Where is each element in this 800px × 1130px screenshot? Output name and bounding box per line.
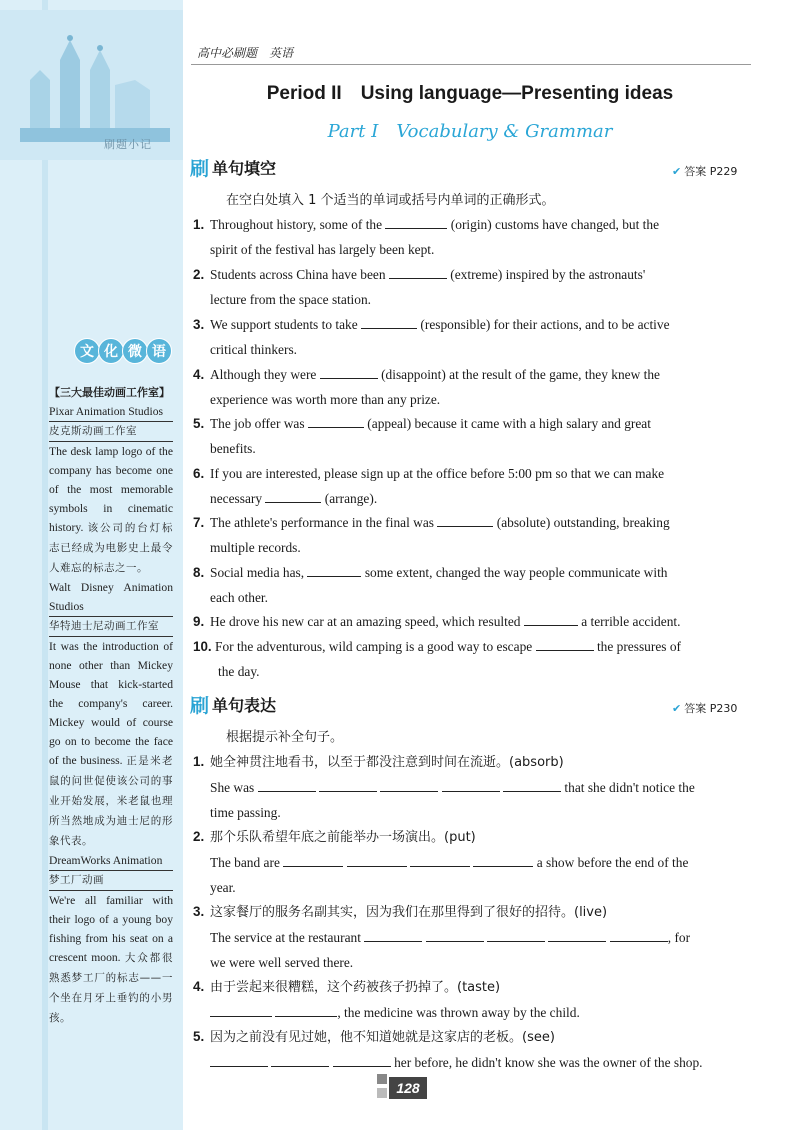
culture-badge-group <box>76 338 172 364</box>
question-item <box>193 609 741 634</box>
question-item <box>193 411 741 461</box>
pixar-name-zh: 皮克斯动画工作室 <box>49 422 173 442</box>
answer-blank[interactable] <box>265 490 321 503</box>
section1-answer-ref[interactable] <box>672 163 737 179</box>
section1-title: 单句填空 <box>212 159 277 178</box>
answer-blank[interactable] <box>524 613 578 626</box>
question-text: (arrange). <box>324 491 378 506</box>
question-text: He drove his new car at an amazing speed, which resulted <box>210 614 521 629</box>
question-item <box>193 312 741 362</box>
page-number: 128 <box>389 1077 427 1099</box>
dreamworks-text-zh: 大众都很熟悉梦工厂的标志——一个坐在月牙上垂钓的小男孩。 <box>49 952 173 1024</box>
disney-name-zh: 华特迪士尼动画工作室 <box>49 617 173 637</box>
page-title: Period II Using language—Presenting ideas <box>266 83 674 104</box>
question-number: 2. <box>193 829 205 844</box>
check-icon: ✔ <box>672 701 682 715</box>
question-number: 9. <box>193 614 205 629</box>
pixar-name-en: Pixar Animation Studios <box>49 402 173 422</box>
check-icon: ✔ <box>672 164 682 178</box>
question-text: The job offer was <box>210 416 305 431</box>
dreamworks-text-en: We're all familiar with their logo of a young boy fishing from his seat on a crescent moon. <box>49 894 173 964</box>
question-text: We support students to take <box>210 317 358 332</box>
answer-blank[interactable] <box>536 638 594 651</box>
question-number: 7. <box>193 515 205 530</box>
question-prompt: 因为之前没有见过她，他不知道她就是这家店的老板。(see) <box>210 1030 555 1045</box>
brush-icon: 刷 <box>190 695 210 717</box>
question-prompt: 那个乐队希望年底之前能举办一场演出。(put) <box>210 830 476 845</box>
question-text: necessary <box>210 491 263 506</box>
sidebar-stripe <box>42 0 48 1130</box>
header-label: 高中必刷题 英语 <box>197 46 294 60</box>
section2-title: 单句表达 <box>212 696 277 715</box>
question-number: 2. <box>193 267 205 282</box>
answer-blank[interactable] <box>210 1054 268 1067</box>
question-number: 4. <box>193 979 205 994</box>
answer-blank[interactable] <box>333 1054 391 1067</box>
disney-text-zh: 正是米老鼠的问世促使该公司的事业开始发展，米老鼠也理所当然地成为迪士尼的形象代表。 <box>49 755 173 847</box>
answer-blank[interactable] <box>364 929 422 942</box>
question-text: She was <box>210 780 255 795</box>
answer-blank[interactable] <box>319 779 377 792</box>
answer-blank[interactable] <box>361 316 417 329</box>
question-item <box>193 510 741 560</box>
answer-blank[interactable] <box>275 1004 337 1017</box>
sidebar <box>0 0 183 1130</box>
answer-blank[interactable] <box>258 779 316 792</box>
question-text: (extreme) inspired by the astronauts' <box>450 267 646 282</box>
answer-blank[interactable] <box>503 779 561 792</box>
culture-badge: 文 <box>74 338 100 364</box>
answer-blank[interactable] <box>437 514 493 527</box>
question-number: 4. <box>193 367 205 382</box>
question-text: (absolute) outstanding, breaking <box>496 515 670 530</box>
question-item <box>193 824 741 900</box>
section1-instruction: 在空白处填入 1 个适当的单词或括号内单词的正确形式。 <box>226 193 555 208</box>
question-text: that she didn't notice the <box>564 780 695 795</box>
section2-header <box>190 691 276 718</box>
pixar-text-en: The desk lamp logo of the company has become one of the most memorable symbols in cinematic history. <box>49 445 173 534</box>
culture-badge: 语 <box>146 338 172 364</box>
question-text: (disappoint) at the result of the game, they knew the <box>381 367 660 382</box>
question-text: Throughout history, some of the <box>210 217 383 232</box>
section2-answer: 答案 P230 <box>684 702 738 715</box>
question-number: 3. <box>193 904 205 919</box>
question-text: a show before the end of the <box>536 855 689 870</box>
answer-blank[interactable] <box>283 854 343 867</box>
question-text: benefits. <box>210 441 256 456</box>
question-number: 8. <box>193 565 205 580</box>
question-text: For the adventurous, wild camping is a good way to escape <box>215 639 533 654</box>
disney-text-en: It was the introduction of none other than Mickey Mouse that kick-started the company's career. Mickey would of course go on to become the face of the business. <box>49 640 173 767</box>
question-text: (origin) customs have changed, but the <box>450 217 660 232</box>
question-prompt: 她全神贯注地看书，以至于都没注意到时间在流逝。(absorb) <box>210 755 564 770</box>
answer-blank[interactable] <box>548 929 606 942</box>
question-number: 5. <box>193 416 205 431</box>
page-number-decoration <box>377 1088 387 1098</box>
question-text: some extent, changed the way people communicate with <box>364 565 668 580</box>
part-title: Part I Vocabulary & Grammar <box>327 121 613 142</box>
question-text: (appeal) because it came with a high salary and great <box>367 416 651 431</box>
question-item <box>193 974 741 1025</box>
sidebar-text <box>49 383 173 1028</box>
disney-name-en: Walt Disney Animation Studios <box>49 578 173 617</box>
answer-blank[interactable] <box>210 1004 272 1017</box>
sidebar-heading: 【三大最佳动画工作室】 <box>49 386 170 399</box>
answer-blank[interactable] <box>487 929 545 942</box>
question-text: critical thinkers. <box>210 342 298 357</box>
question-prompt: 这家餐厅的服务名副其实，因为我们在那里得到了很好的招待。(live) <box>210 905 608 920</box>
question-item <box>193 212 741 262</box>
answer-blank[interactable] <box>389 266 447 279</box>
culture-badge: 化 <box>98 338 124 364</box>
section2-instruction: 根据提示补全句子。 <box>226 730 344 745</box>
question-text: The athlete's performance in the final was <box>210 515 435 530</box>
question-text: each other. <box>210 590 268 605</box>
question-text: a terrible accident. <box>581 614 681 629</box>
brush-icon: 刷 <box>190 158 210 180</box>
dreamworks-name-en: DreamWorks Animation <box>49 851 173 871</box>
question-text: (responsible) for their actions, and to be active <box>420 317 670 332</box>
answer-blank[interactable] <box>308 415 364 428</box>
answer-blank[interactable] <box>320 366 378 379</box>
answer-blank[interactable] <box>473 854 533 867</box>
question-number: 1. <box>193 754 205 769</box>
question-item <box>193 560 741 610</box>
sidebar-title: 刷题小记 <box>104 138 152 151</box>
answer-blank[interactable] <box>610 929 668 942</box>
pixar-text-zh: 该公司的台灯标志已经成为电影史上最令人难忘的标志之一。 <box>49 522 173 574</box>
question-text: If you are interested, please sign up at the office before 5:00 pm so that we can make <box>210 466 665 481</box>
question-text: multiple records. <box>210 540 301 555</box>
question-number: 5. <box>193 1029 205 1044</box>
question-text: lecture from the space station. <box>210 292 371 307</box>
question-text: experience was worth more than any prize. <box>210 392 441 407</box>
header-divider <box>191 64 751 65</box>
question-text: Social media has, <box>210 565 305 580</box>
section1-header <box>190 154 276 181</box>
question-item <box>193 262 741 312</box>
question-text: we were well served there. <box>210 955 354 970</box>
answer-blank[interactable] <box>442 779 500 792</box>
question-text: Although they were <box>210 367 317 382</box>
question-number: 1. <box>193 217 205 232</box>
dreamworks-name-zh: 梦工厂动画 <box>49 871 173 891</box>
answer-blank[interactable] <box>347 854 407 867</box>
question-text: , for <box>667 930 691 945</box>
question-text: time passing. <box>210 805 281 820</box>
page-number-decoration <box>377 1074 387 1084</box>
question-number: 3. <box>193 317 205 332</box>
question-number: 6. <box>193 466 205 481</box>
castle-illustration <box>0 10 183 160</box>
question-item <box>193 362 741 412</box>
answer-blank[interactable] <box>385 216 447 229</box>
answer-blank[interactable] <box>380 779 438 792</box>
answer-blank[interactable] <box>307 564 361 577</box>
question-text: the day. <box>218 664 260 679</box>
question-text: spirit of the festival has largely been kept. <box>210 242 435 257</box>
answer-blank[interactable] <box>426 929 484 942</box>
answer-blank[interactable] <box>410 854 470 867</box>
question-text: , the medicine was thrown away by the child. <box>337 1005 580 1020</box>
question-text: her before, he didn't know she was the owner of the shop. <box>394 1055 703 1070</box>
question-item <box>193 749 741 825</box>
question-item <box>193 634 741 684</box>
section1-answer: 答案 P229 <box>684 165 738 178</box>
answer-blank[interactable] <box>271 1054 329 1067</box>
question-text: Students across China have been <box>210 267 386 282</box>
question-prompt: 由于尝起来很糟糕，这个药被孩子扔掉了。(taste) <box>210 980 501 995</box>
question-text: the pressures of <box>596 639 681 654</box>
question-item <box>193 899 741 975</box>
question-text: The service at the restaurant <box>210 930 361 945</box>
culture-badge: 微 <box>122 338 148 364</box>
section2-answer-ref[interactable] <box>672 700 737 716</box>
question-item <box>193 461 741 511</box>
question-item <box>193 1024 741 1075</box>
question-number: 10. <box>193 639 212 654</box>
question-text: The band are <box>210 855 280 870</box>
question-text: year. <box>210 880 236 895</box>
